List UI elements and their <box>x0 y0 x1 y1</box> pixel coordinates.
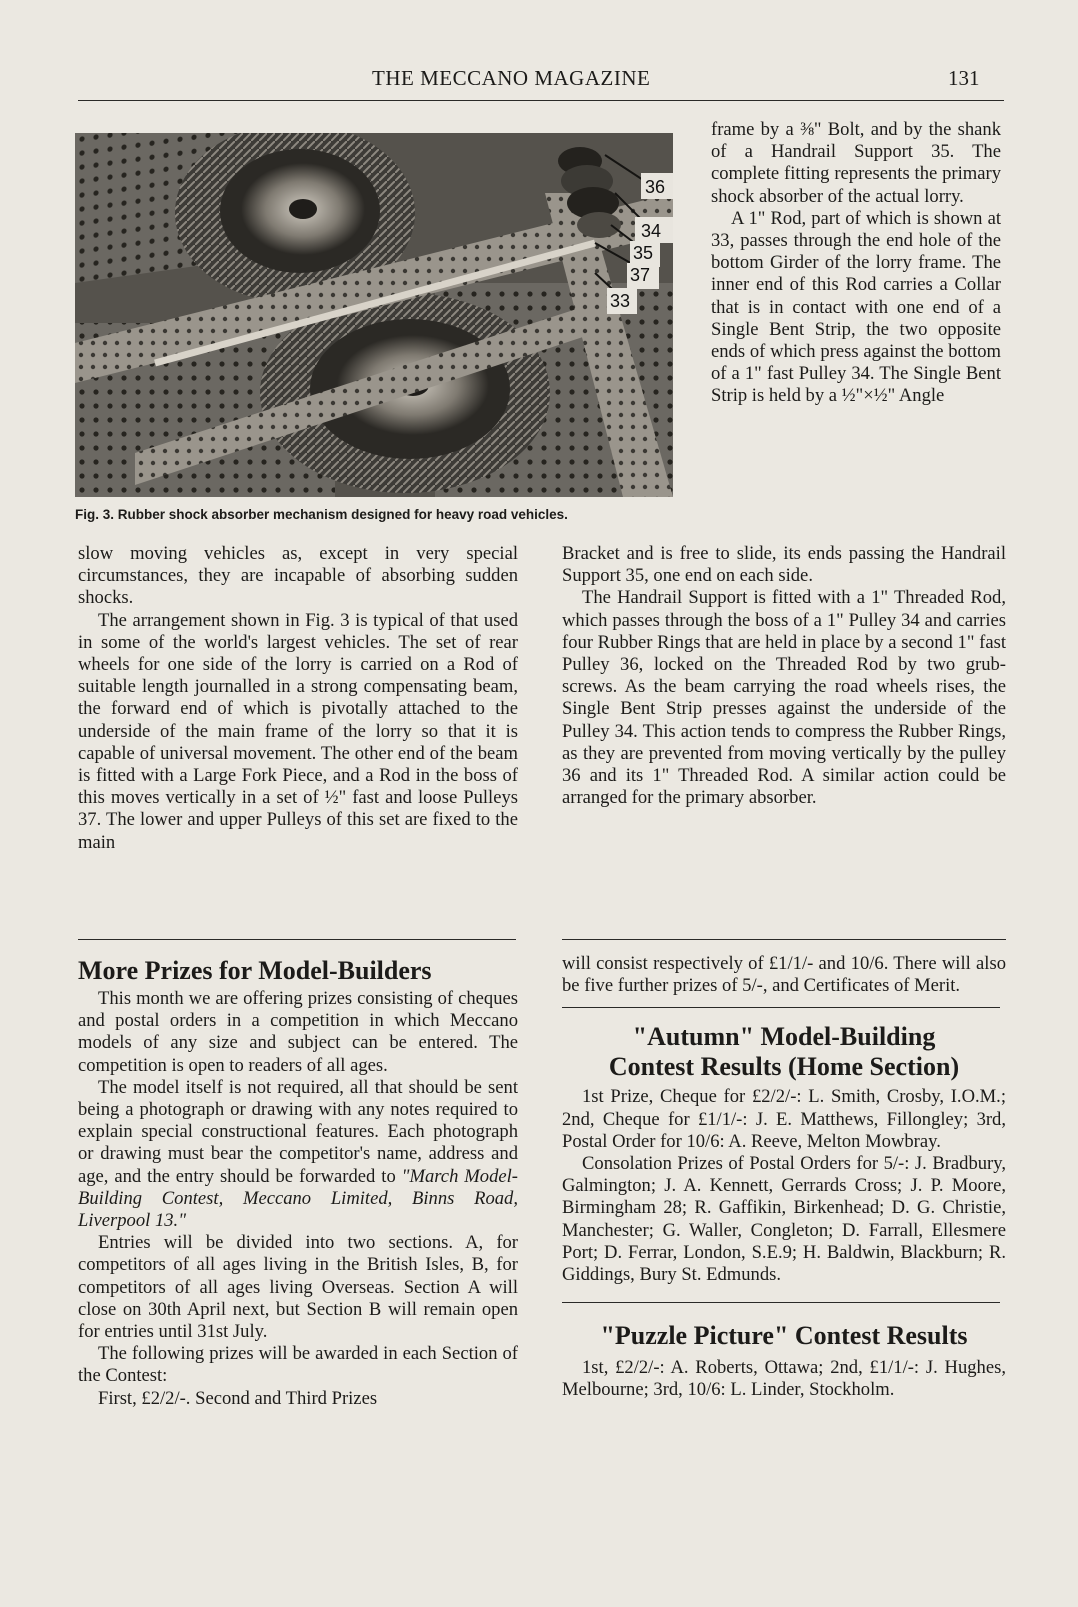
figure-photo <box>75 133 673 497</box>
right-column-top <box>711 119 1001 408</box>
paragraph: Entries will be divided into two sections. A, for competitors of all ages living in the British Isles, B, for competitors of all ages living Overseas. Section A will close on 30th April next, but Section B will remain open for entries until 31st July. <box>78 1232 518 1343</box>
puzzle-heading: "Puzzle Picture" Contest Results <box>600 1321 968 1351</box>
paragraph: A 1" Rod, part of which is shown at 33, passes through the end hole of the bottom Girder of the lorry frame. The inner end of this Rod carries a Collar that is in contact with one end of a Single Bent Strip, the two opposite ends of which press against the bottom of a 1" fast Pulley 34. The Single Bent Strip is held by a ½"×½" Angle <box>711 207 1001 407</box>
paragraph-text: The model itself is not required, all that should be sent being a photograph or drawing with any notes required to explain special constructional features. Each photograph or drawing must bear the competitor's name, address and age, and the entry should be forwarded to <box>78 1076 518 1187</box>
paragraph: The following prizes will be awarded in each Section of the Contest: <box>78 1343 518 1387</box>
paragraph: Bracket and is free to slide, its ends passing the Handrail Support 35, one end on each side. <box>562 543 1006 587</box>
right-column-body <box>562 543 1006 809</box>
figure-label-36: 36 <box>645 177 666 197</box>
paragraph: 1st, £2/2/-: A. Roberts, Ottawa; 2nd, £1/1/-: J. Hughes, Melbourne; 3rd, 10/6: L. Linder, Stockholm. <box>562 1357 1006 1401</box>
autumn-heading-line2: Contest Results (Home Section) <box>608 1052 960 1082</box>
figure-label-35: 35 <box>633 243 654 263</box>
paragraph: frame by a ⅜" Bolt, and by the shank of a Handrail Support 35. The complete fitting represents the primary shock absorber of the actual lorry. <box>711 119 1001 207</box>
paragraph: First, £2/2/-. Second and Third Prizes <box>98 1387 378 1409</box>
running-head: THE MECCANO MAGAZINE <box>372 66 651 90</box>
section-rule <box>562 1302 1000 1303</box>
paragraph <box>78 1077 518 1232</box>
section-rule-right <box>562 939 1006 940</box>
section-rule <box>562 1007 1000 1008</box>
prizes-article <box>78 956 518 1410</box>
prizes-heading: More Prizes for Model-Builders <box>78 956 432 985</box>
prizes-continuation: will consist respectively of £1/1/- and 10/6. There will also be five further prizes of 5/-, and Certificates of Merit. <box>562 953 1006 997</box>
autumn-heading-line1: "Autumn" Model-Building <box>632 1022 936 1052</box>
paragraph: This month we are offering prizes consisting of cheques and postal orders in a competition in which Meccano models of any size and subject can be entered. The competition is open to readers of all ages. <box>78 988 518 1076</box>
results-column <box>562 953 1006 1402</box>
header-rule <box>78 100 1004 101</box>
paragraph: slow moving vehicles as, except in very special circumstances, they are incapable of absorbing sudden shocks. <box>78 543 518 609</box>
left-column-body <box>78 543 518 854</box>
paragraph: The arrangement shown in Fig. 3 is typical of that used in some of the world's largest vehicles. The set of rear wheels for one side of the lorry is carried on a Rod of suitable length journalled in a strong compensating beam, the forward end of which is pivotally attached to the underside of the main frame of the lorry so that it is capable of universal movement. The other end of the beam is fitted with a Large Fork Piece, and a Rod in the boss of this moves vertically in a set of ½" fast and loose Pulleys 37. The lower and upper Pulleys of this set are fixed to the main <box>78 609 518 853</box>
paragraph: The Handrail Support is fitted with a 1" Threaded Rod, which passes through the boss of a 1" Pulley 34 and carries four Rubber Rings that are held in place by a second 1" fast Pulley 36, locked on the Threaded Rod by two grub-screws. As the beam carrying the road wheels rises, the Single Bent Strip presses against the underside of the Pulley 34. This action tends to compress the Rubber Rings, as they are prevented from moving vertically by the pulley 36 and its 1" Threaded Rod. A similar action could be arranged for the primary absorber. <box>562 587 1006 809</box>
figure-label-34: 34 <box>641 221 662 241</box>
paragraph: 1st Prize, Cheque for £2/2/-: L. Smith, Crosby, I.O.M.; 2nd, Cheque for £1/1/-: J. E. Matthews, Fillongley; 3rd, Postal Order for 10/6: A. Reeve, Melton Mowbray. <box>562 1086 1006 1152</box>
paragraph: Consolation Prizes of Postal Orders for 5/-: J. Bradbury, Galmington; J. A. Kennett, Gerrards Cross; J. P. Moore, Birmingham 28; R. Gaffikin, Birkenhead; D. G. Christie, Manchester; G. Waller, Congleton; D. Farrall, Ellesmere Port; D. Ferrar, London, S.E.9; H. Baldwin, Blackburn; R. Giddings, Bury St. Edmunds. <box>562 1153 1006 1286</box>
figure-label-37: 37 <box>630 265 651 285</box>
section-rule-left <box>78 939 516 940</box>
page-number: 131 <box>948 66 980 90</box>
entry-address: "March Model-Building Contest, Meccano Limited, Binns Road, Liverpool 13." <box>78 1165 518 1232</box>
figure-caption: Fig. 3. Rubber shock absorber mechanism designed for heavy road vehicles. <box>75 507 568 522</box>
shock-absorber-photo <box>75 133 673 497</box>
figure-label-33: 33 <box>610 291 631 311</box>
